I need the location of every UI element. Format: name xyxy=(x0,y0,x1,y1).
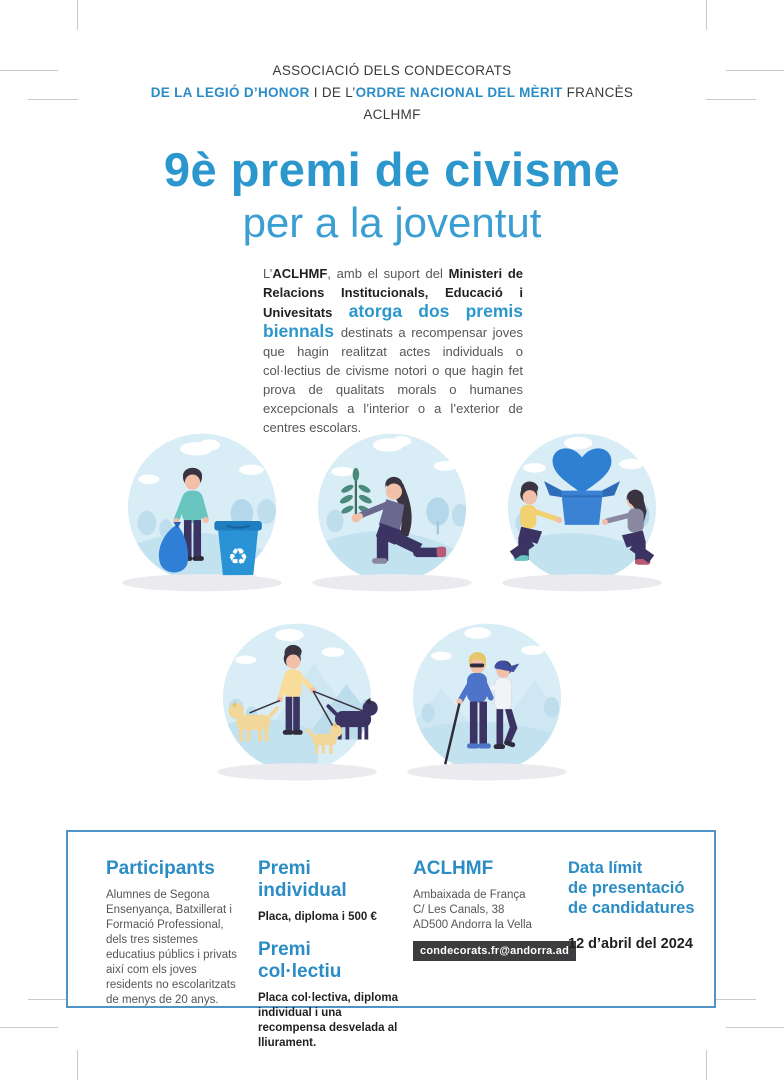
intro-paragraph: L’ACLHMF, amb el suport del Ministeri de Relacions Institucionals, Educació i Univesitats atorga dos premis biennals destinats a recompensar joves que hagin realitzat actes individuals o col·lectius de civisme notori o que hagin fet prova de qualitats morals o humanes excepcionals a l’interior o a l’exterior de centres escolars. xyxy=(263,266,523,435)
guide-assist-illustration xyxy=(392,610,582,794)
premi-individual-heading: Premi individual xyxy=(258,858,347,901)
deadline-heading-line1: Data límit xyxy=(568,859,643,877)
svg-text:♻: ♻ xyxy=(227,544,249,571)
deadline-section xyxy=(568,858,718,1051)
illustration-row-2 xyxy=(0,610,784,794)
association-name-line1: ASSOCIACIÓ DELS CONDECORATS xyxy=(272,63,512,78)
participants-heading: Participants xyxy=(106,858,215,879)
title-line2: per a la joventut xyxy=(242,199,542,246)
recycling-illustration xyxy=(107,420,297,604)
contact-address-line1: Ambaixada de França xyxy=(413,889,526,901)
association-acronym: ACLHMF xyxy=(363,107,421,122)
info-box xyxy=(66,830,716,1049)
contact-section xyxy=(413,858,568,1051)
prizes-section xyxy=(258,858,413,1051)
deadline-date: 12 d’abril del 2024 xyxy=(568,936,693,952)
title-line1: 9è premi de civisme xyxy=(163,143,621,196)
premi-collectiu-body: Placa col·lectiva, diploma individual i una recompensa desvelada al lliurament. xyxy=(258,992,398,1049)
dog-walking-illustration xyxy=(202,610,392,794)
contact-address-line2: C/ Les Canals, 38 xyxy=(413,904,505,916)
contact-heading: ACLHMF xyxy=(413,858,494,879)
deadline-heading-line2: de presentació xyxy=(568,879,685,897)
page-title xyxy=(0,142,784,247)
premi-collectiu-heading: Premi col·lectiu xyxy=(258,939,342,982)
tree-planting-illustration xyxy=(297,420,487,604)
premi-individual-body: Placa, diploma i 500 € xyxy=(258,911,377,923)
participants-section xyxy=(106,858,258,1051)
association-header xyxy=(0,60,784,126)
heart-donation-illustration xyxy=(487,420,677,604)
association-name-line2: DE LA LEGIÓ D’HONOR I DE L’ORDRE NACIONAL DEL MÈRIT FRANCÈS xyxy=(150,85,634,100)
deadline-heading-line3: de candidatures xyxy=(568,899,695,917)
participants-body: Alumnes de Segona Ensenyança, Batxillerat i Formació Professional, dels tres sistemes educatius públics i privats així com els joves residents no escolaritzats de menys de 20 anys. xyxy=(106,889,238,1006)
illustration-row-1 xyxy=(0,420,784,604)
contact-email-badge: condecorats.fr@andorra.ad xyxy=(413,941,576,961)
contact-address-line3: AD500 Andorra la Vella xyxy=(413,919,532,931)
